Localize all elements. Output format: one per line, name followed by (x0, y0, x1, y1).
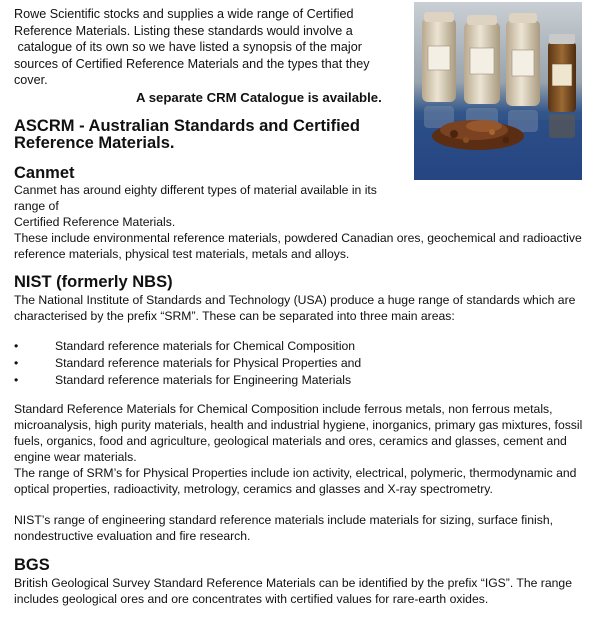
canmet-paragraph-line: Certified Reference Materials. (14, 215, 176, 229)
intro-line: cover. (14, 73, 48, 87)
nist-engineering-paragraph: NIST’s range of engineering standard reference materials include materials for sizing, surface finish, nondestructive evaluation and fire research. (14, 513, 553, 543)
canmet-materials-paragraph: These include environmental reference materials, powdered Canadian ores, geochemical and radioactive reference materials, physical test materials, metals and alloys. (14, 231, 582, 261)
intro-line: Rowe Scientific stocks and supplies a wide range of Certified (14, 7, 354, 21)
list-item-text: Standard reference materials for Engineering Materials (55, 373, 352, 387)
nist-heading: NIST (formerly NBS) (14, 273, 173, 291)
list-item (14, 338, 574, 355)
list-item (14, 355, 574, 372)
nist-intro-paragraph: The National Institute of Standards and Technology (USA) produce a huge range of standards which are characterised by the prefix “SRM”. These can be separated into three main areas: (14, 293, 576, 323)
canmet-paragraph-line: Canmet has around eighty different types of material available in its range of (14, 183, 377, 213)
canmet-heading: Canmet (14, 164, 75, 182)
ascrm-heading (14, 118, 360, 152)
bgs-paragraph: British Geological Survey Standard Reference Materials can be identified by the prefix “IGS”. The range includes geological ores and ore concentrates with certified values for rare-earth oxides. (14, 576, 572, 606)
intro-line: sources of Certified Reference Materials and the types that they (14, 56, 370, 71)
bullet-icon: • (14, 356, 19, 370)
bullet-icon: • (14, 339, 19, 353)
ascrm-heading-line: ASCRM - Australian Standards and Certified (14, 117, 360, 135)
list-item (14, 372, 574, 389)
bullet-icon: • (14, 373, 19, 387)
nist-chemical-paragraph: Standard Reference Materials for Chemical Composition include ferrous metals, non ferrous metals, microanalysis, high purity materials, health and industrial hygiene, inorganics, primary gas mixtures, fossil fuels, organics, food and agriculture, geological materials and ores, ceramics and glasses, cement and engine wear materials. (14, 402, 583, 464)
intro-line: catalogue of its own so we have listed a synopsis of the major (14, 40, 362, 54)
reference-materials-photo (414, 2, 582, 180)
canmet-paragraph (14, 182, 399, 230)
jars-illustration (414, 2, 582, 180)
intro-paragraph (14, 6, 399, 89)
bgs-heading: BGS (14, 556, 50, 574)
list-item-text: Standard reference materials for Chemical Composition (55, 339, 356, 353)
list-item-text: Standard reference materials for Physical Properties and (55, 356, 362, 370)
catalogue-note: A separate CRM Catalogue is available. (136, 90, 382, 105)
nist-areas-list (14, 338, 574, 389)
ascrm-heading-line: Reference Materials. (14, 134, 175, 152)
nist-physical-paragraph: The range of SRM’s for Physical Properties include ion activity, electrical, polymeric, thermodynamic and optical properties, radioactivity, metrology, ceramics and glasses and X-ray spectrometry. (14, 466, 577, 496)
intro-line: Reference Materials. Listing these standards would involve a (14, 23, 353, 38)
